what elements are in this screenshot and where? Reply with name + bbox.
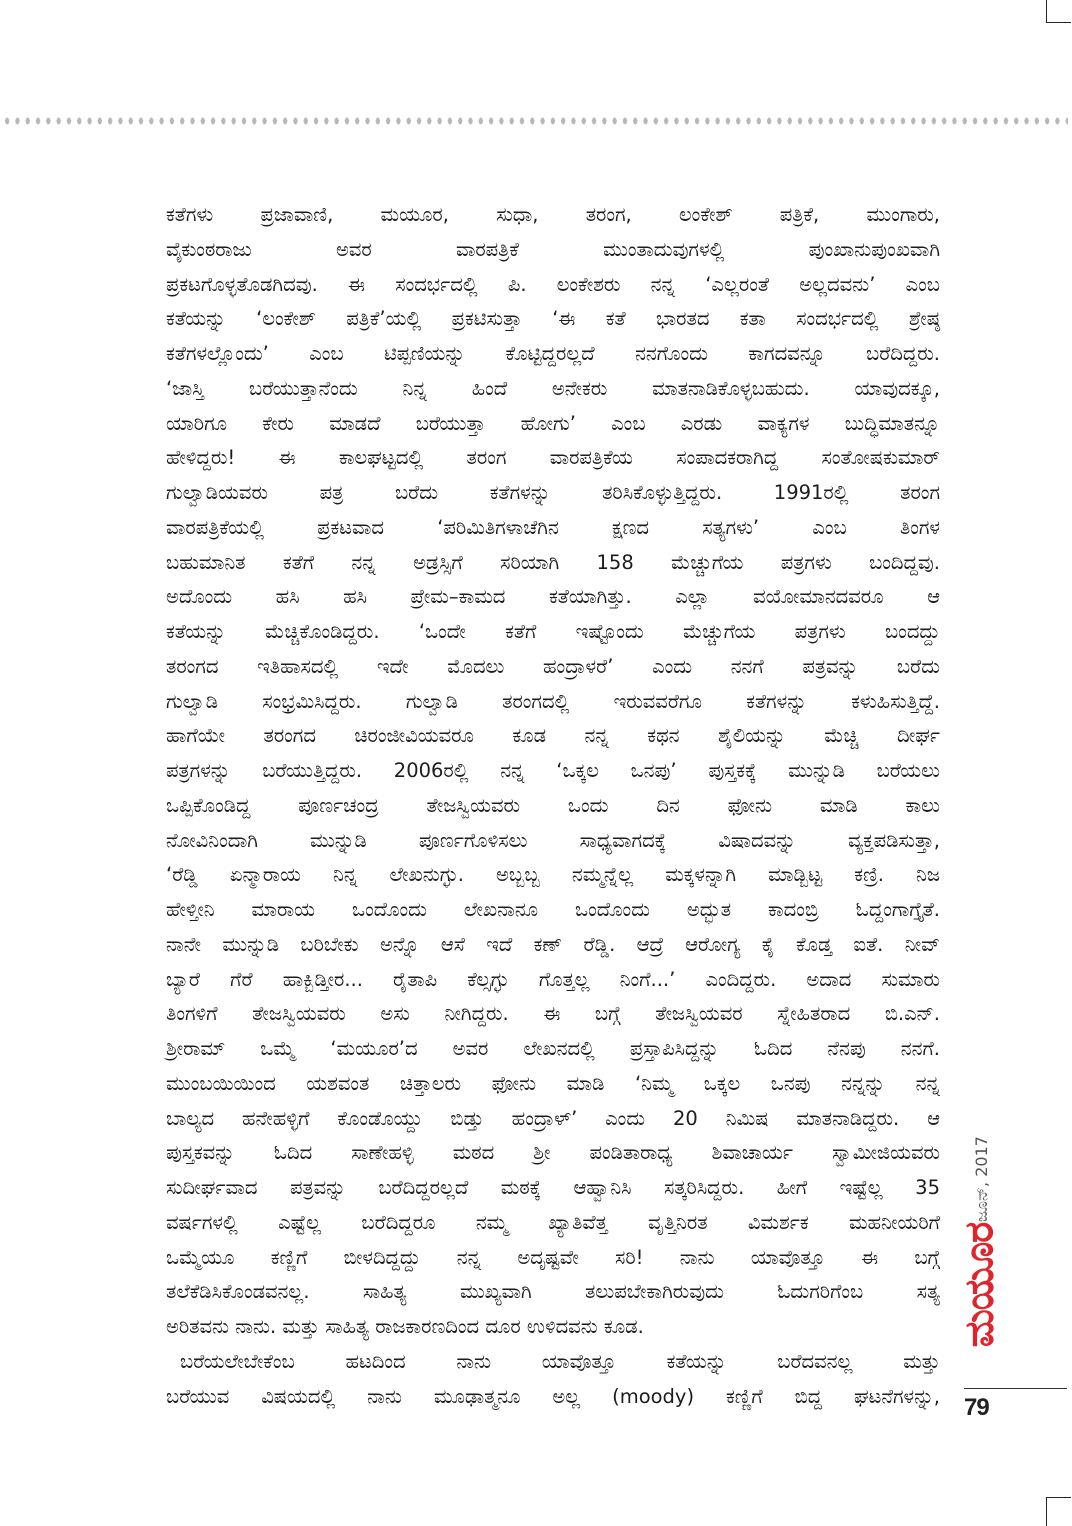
article-line: ತರಂಗದ ಇತಿಹಾಸದಲ್ಲಿ ಇದೇ ಮೊದಲು ಹಂದ್ರಾಳರೆ’ ಎಂದು ನನಗೆ ಪತ್ರವನ್ನು ಬರೆದು	[166, 654, 940, 678]
article-line: ಯಾರಿಗೂ ಕೇರು ಮಾಡದೆ ಬರೆಯುತ್ತಾ ಹೋಗು’ ಎಂಬ ಎರಡು ವಾಕ್ಯಗಳ ಬುದ್ಧಿಮಾತನ್ನೂ	[166, 411, 940, 435]
article-line: ನಾನೇ ಮುನ್ನುಡಿ ಬರಿಬೇಕು ಅನ್ನೊ ಆಸೆ ಇದೆ ಕಣ್ ರೆಡ್ಡಿ. ಆದ್ರೆ ಆರೋಗ್ಯ ಕೈ ಕೊಡ್ತ ಐತೆ. ನೀವ್	[166, 932, 940, 956]
article-line: ಪುಸ್ತಕವನ್ನು ಓದಿದ ಸಾಣೇಹಳ್ಳಿ ಮಠದ ಶ್ರೀ ಪಂಡಿತಾರಾಧ್ಯ ಶಿವಾಚಾರ್ಯ ಸ್ವಾಮೀಜಿಯವರು	[166, 1141, 940, 1165]
article-line: ಬರೆಯುವ ವಿಷಯದಲ್ಲಿ ನಾನು ಮೂಢಾತ್ಮನೂ ಅಲ್ಲ (moody) ಕಣ್ಣಿಗೆ ಬಿದ್ದ ಘಟನೆಗಳನ್ನು,	[166, 1384, 940, 1408]
page-number: 79	[964, 1394, 989, 1421]
article-line: ಹೇಳ್ತೀನಿ ಮಾರಾಯ ಒಂದೊಂದು ಲೇಖನಾನೂ ಒಂದೊಂದು ಅದ್ಭುತ ಕಾದಂಬ್ರಿ ಓದ್ದಂಗಾಗ್ತೈತೆ.	[166, 898, 940, 921]
article-line: ಸುದೀರ್ಘವಾದ ಪತ್ರವನ್ನು ಬರೆದಿದ್ದರಲ್ಲದೆ ಮಠಕ್ಕೆ ಆಹ್ವಾನಿಸಿ ಸತ್ಕರಿಸಿದ್ದರು. ಹೀಗೆ ಇಷ್ಟೆಲ್ಲ 35	[166, 1176, 940, 1199]
article-line: ಅದೊಂದು ಹಸಿ ಹಸಿ ಪ್ರೇಮ–ಕಾಮದ ಕತೆಯಾಗಿತ್ತು. ಎಲ್ಲಾ ವಯೋಮಾನದವರೂ ಆ	[166, 585, 940, 609]
article-line-paragraph-end: ಅರಿತವನು ನಾನು. ಮತ್ತು ಸಾಹಿತ್ಯ ರಾಜಕಾರಣದಿಂದ ದೂರ ಉಳಿದವನು ಕೂಡ.	[166, 1315, 644, 1338]
article-line: ನೋವಿನಿಂದಾಗಿ ಮುನ್ನುಡಿ ಪೂರ್ಣಗೊಳಿಸಲು ಸಾಧ್ಯವಾಗದಕ್ಕೆ ವಿಷಾದವನ್ನು ವ್ಯಕ್ತಪಡಿಸುತ್ತಾ,	[166, 828, 940, 852]
article-line: ಮುಂಬಯಿಯಿಂದ ಯಶವಂತ ಚಿತ್ತಾಲರು ಫೋನು ಮಾಡಿ ‘ನಿಮ್ಮ ಒಕ್ಕಲ ಒನಪು ನನ್ನನ್ನು ನನ್ನ	[166, 1071, 940, 1095]
article-line: ಗುಲ್ವಾಡಿ ಸಂಭ್ರಮಿಸಿದ್ದರು. ಗುಲ್ವಾಡಿ ತರಂಗದಲ್ಲಿ ಇರುವವರೆಗೂ ಕತೆಗಳನ್ನು ಕಳುಹಿಸುತ್ತಿದ್ದೆ.	[166, 689, 940, 713]
article-line: ಶ್ರೀರಾಮ್ ಒಮ್ಮೆ ‘ಮಯೂರ’ದ ಅವರ ಲೇಖನದಲ್ಲಿ ಪ್ರಸ್ತಾಪಿಸಿದ್ದನ್ನು ಓದಿದ ನೆನಪು ನನಗೆ.	[166, 1037, 940, 1060]
magazine-logo	[958, 1205, 1000, 1365]
crop-mark-bottom	[1046, 1497, 1071, 1526]
article-line: ಪ್ರಕಟಗೊಳ್ಳತೊಡಗಿದವು. ಈ ಸಂದರ್ಭದಲ್ಲಿ ಪಿ. ಲಂಕೇಶರು ನನ್ನ ‘ಎಲ್ಲರಂತೆ ಅಲ್ಲದವನು’ ಎಂಬ	[166, 272, 940, 296]
article-line: ಕತೆಯನ್ನು ಮೆಚ್ಚಿಕೊಂಡಿದ್ದರು. ‘ಒಂದೇ ಕತೆಗೆ ಇಷ್ಟೊಂದು ಮೆಚ್ಚುಗೆಯ ಪತ್ರಗಳು ಬಂದದ್ದು	[166, 620, 940, 643]
article-line: ವಾರಪತ್ರಿಕೆಯಲ್ಲಿ ಪ್ರಕಟವಾದ ‘ಪರಿಮಿತಿಗಳಾಚೆಗಿನ ಕ್ಷಣದ ಸತ್ಯಗಳು’ ಎಂಬ ತಿಂಗಳ	[166, 515, 940, 539]
dotted-header-rule	[2, 117, 1068, 125]
article-line: ಗುಲ್ವಾಡಿಯವರು ಪತ್ರ ಬರೆದು ಕತೆಗಳನ್ನು ತರಿಸಿಕೊಳ್ಳುತ್ತಿದ್ದರು. 1991ರಲ್ಲಿ ತರಂಗ	[166, 481, 940, 504]
crop-mark-top	[1046, 0, 1071, 23]
article-line: ಕತೆಗಳಲ್ಲೊಂದು’ ಎಂಬ ಟಿಪ್ಪಣಿಯನ್ನು ಕೊಟ್ಟಿದ್ದರಲ್ಲದೆ ನನಗೊಂದು ಕಾಗದವನ್ನೂ ಬರೆದಿದ್ದರು.	[166, 342, 940, 365]
article-line: ತಲೆಕೆಡಿಸಿಕೊಂಡವನಲ್ಲ. ಸಾಹಿತ್ಯ ಮುಖ್ಯವಾಗಿ ತಲುಪಬೇಕಾಗಿರುವುದು ಓದುಗರಿಗೆಂಬ ಸತ್ಯ	[166, 1280, 940, 1304]
article-line: ಕತೆಯನ್ನು ‘ಲಂಕೇಶ್ ಪತ್ರಿಕೆ’ಯಲ್ಲಿ ಪ್ರಕಟಿಸುತ್ತಾ ‘ಈ ಕತೆ ಭಾರತದ ಕತಾ ಸಂದರ್ಭದಲ್ಲಿ ಶ್ರೇಷ್ಠ	[166, 307, 940, 331]
article-line: ಹಾಗೆಯೇ ತರಂಗದ ಚಿರಂಜೀವಿಯವರೂ ಕೂಡ ನನ್ನ ಕಥನ ಶೈಲಿಯನ್ನು ಮೆಚ್ಚಿ ದೀರ್ಘ	[166, 724, 940, 748]
article-line: ಹೇಳಿದ್ದರು! ಈ ಕಾಲಘಟ್ಟದಲ್ಲಿ ತರಂಗ ವಾರಪತ್ರಿಕೆಯ ಸಂಪಾದಕರಾಗಿದ್ದ ಸಂತೋಷಕುಮಾರ್	[166, 446, 940, 470]
article-line: ವೈಕುಂಠರಾಜು ಅವರ ವಾರಪತ್ರಿಕೆ ಮುಂತಾದುವುಗಳಲ್ಲಿ ಪುಂಖಾನುಪುಂಖವಾಗಿ	[166, 237, 940, 261]
article-line-paragraph-start: ಬರೆಯಲೇಬೇಕೆಂಬ ಹಟದಿಂದ ನಾನು ಯಾವೊತ್ತೂ ಕತೆಯನ್ನು ಬರೆದವನಲ್ಲ ಮತ್ತು	[180, 1349, 940, 1373]
article-line: ಪತ್ರಗಳನ್ನು ಬರೆಯುತ್ತಿದ್ದರು. 2006ರಲ್ಲಿ ನನ್ನ ‘ಒಕ್ಕಲ ಒನಪು’ ಪುಸ್ತಕಕ್ಕೆ ಮುನ್ನುಡಿ ಬರೆಯಲು	[166, 759, 940, 782]
article-line: ಕತೆಗಳು ಪ್ರಜಾವಾಣಿ, ಮಯೂರ, ಸುಧಾ, ತರಂಗ, ಲಂಕೇಶ್ ಪತ್ರಿಕೆ, ಮುಂಗಾರು,	[166, 203, 940, 226]
page-number-rule	[964, 1388, 1067, 1389]
article-line: ತಿಂಗಳಿಗೆ ತೇಜಸ್ವಿಯವರು ಅಸು ನೀಗಿದ್ದರು. ಈ ಬಗ್ಗೆ ತೇಜಸ್ವಿಯವರ ಸ್ನೇಹಿತರಾದ ಬಿ.ಎನ್.	[166, 1002, 940, 1026]
magazine-logo-text: ಮಯೂರ	[956, 1222, 1002, 1348]
article-line: ಬ್ಯಾರೆ ಗೆರೆ ಹಾಕ್ಬಿಡ್ತೀರ... ರೈತಾಪಿ ಕೆಲ್ಸಗ್ಳು ಗೊತ್ತಲ್ಲ ನಿಂಗೆ...’ ಎಂದಿದ್ದರು. ಅದಾದ ಸುಮಾರು	[166, 967, 940, 991]
article-line: ‘ರೆಡ್ಡಿ ಏನ್ಮಾರಾಯ ನಿನ್ನ ಲೇಖನುಗ್ಳು. ಅಬ್ಬಬ್ಬ ನಮ್ಮನ್ನೆಲ್ಲ ಮಕ್ಕಳನ್ನಾಗಿ ಮಾಡ್ಬಿಟ್ಟ ಕಣ್ರಿ. ನಿಜ	[166, 863, 940, 887]
article-body	[166, 198, 940, 1414]
article-line: ಒಪ್ಪಿಕೊಂಡಿದ್ದ ಪೂರ್ಣಚಂದ್ರ ತೇಜಸ್ವಿಯವರು ಒಂದು ದಿನ ಫೋನು ಮಾಡಿ ಕಾಲು	[166, 793, 940, 817]
issue-date: ಜೂನ್, 2017	[972, 1136, 991, 1222]
article-line: ಬಾಲ್ಯದ ಹನೇಹಳ್ಳಿಗೆ ಕೊಂಡೊಯ್ದು ಬಿಡ್ತು ಹಂದ್ರಾಳ್’ ಎಂದು 20 ನಿಮಿಷ ಮಾತನಾಡಿದ್ದರು. ಆ	[166, 1106, 940, 1130]
article-line: ಬಹುಮಾನಿತ ಕತೆಗೆ ನನ್ನ ಅಡ್ರಸ್ಸಿಗೆ ಸರಿಯಾಗಿ 158 ಮೆಚ್ಚುಗೆಯ ಪತ್ರಗಳು ಬಂದಿದ್ದವು.	[166, 550, 940, 574]
article-line: ಒಮ್ಮೆಯೂ ಕಣ್ಣಿಗೆ ಬೀಳದಿದ್ದದ್ದು ನನ್ನ ಅದೃಷ್ಟವೇ ಸರಿ! ನಾನು ಯಾವೊತ್ತೂ ಈ ಬಗ್ಗೆ	[166, 1245, 940, 1269]
article-line: ವರ್ಷಗಳಲ್ಲಿ ಎಷ್ಟೆಲ್ಲ ಬರೆದಿದ್ದರೂ ನಮ್ಮ ಖ್ಯಾತಿವೆತ್ತ ವೃತ್ತಿನಿರತ ವಿಮರ್ಶಕ ಮಹನೀಯರಿಗೆ	[166, 1210, 940, 1234]
article-line: ‘ಜಾಸ್ತಿ ಬರೆಯುತ್ತಾನೆಂದು ನಿನ್ನ ಹಿಂದೆ ಅನೇಕರು ಮಾತನಾಡಿಕೊಳ್ಳಬಹುದು. ಯಾವುದಕ್ಕೂ,	[166, 376, 940, 400]
